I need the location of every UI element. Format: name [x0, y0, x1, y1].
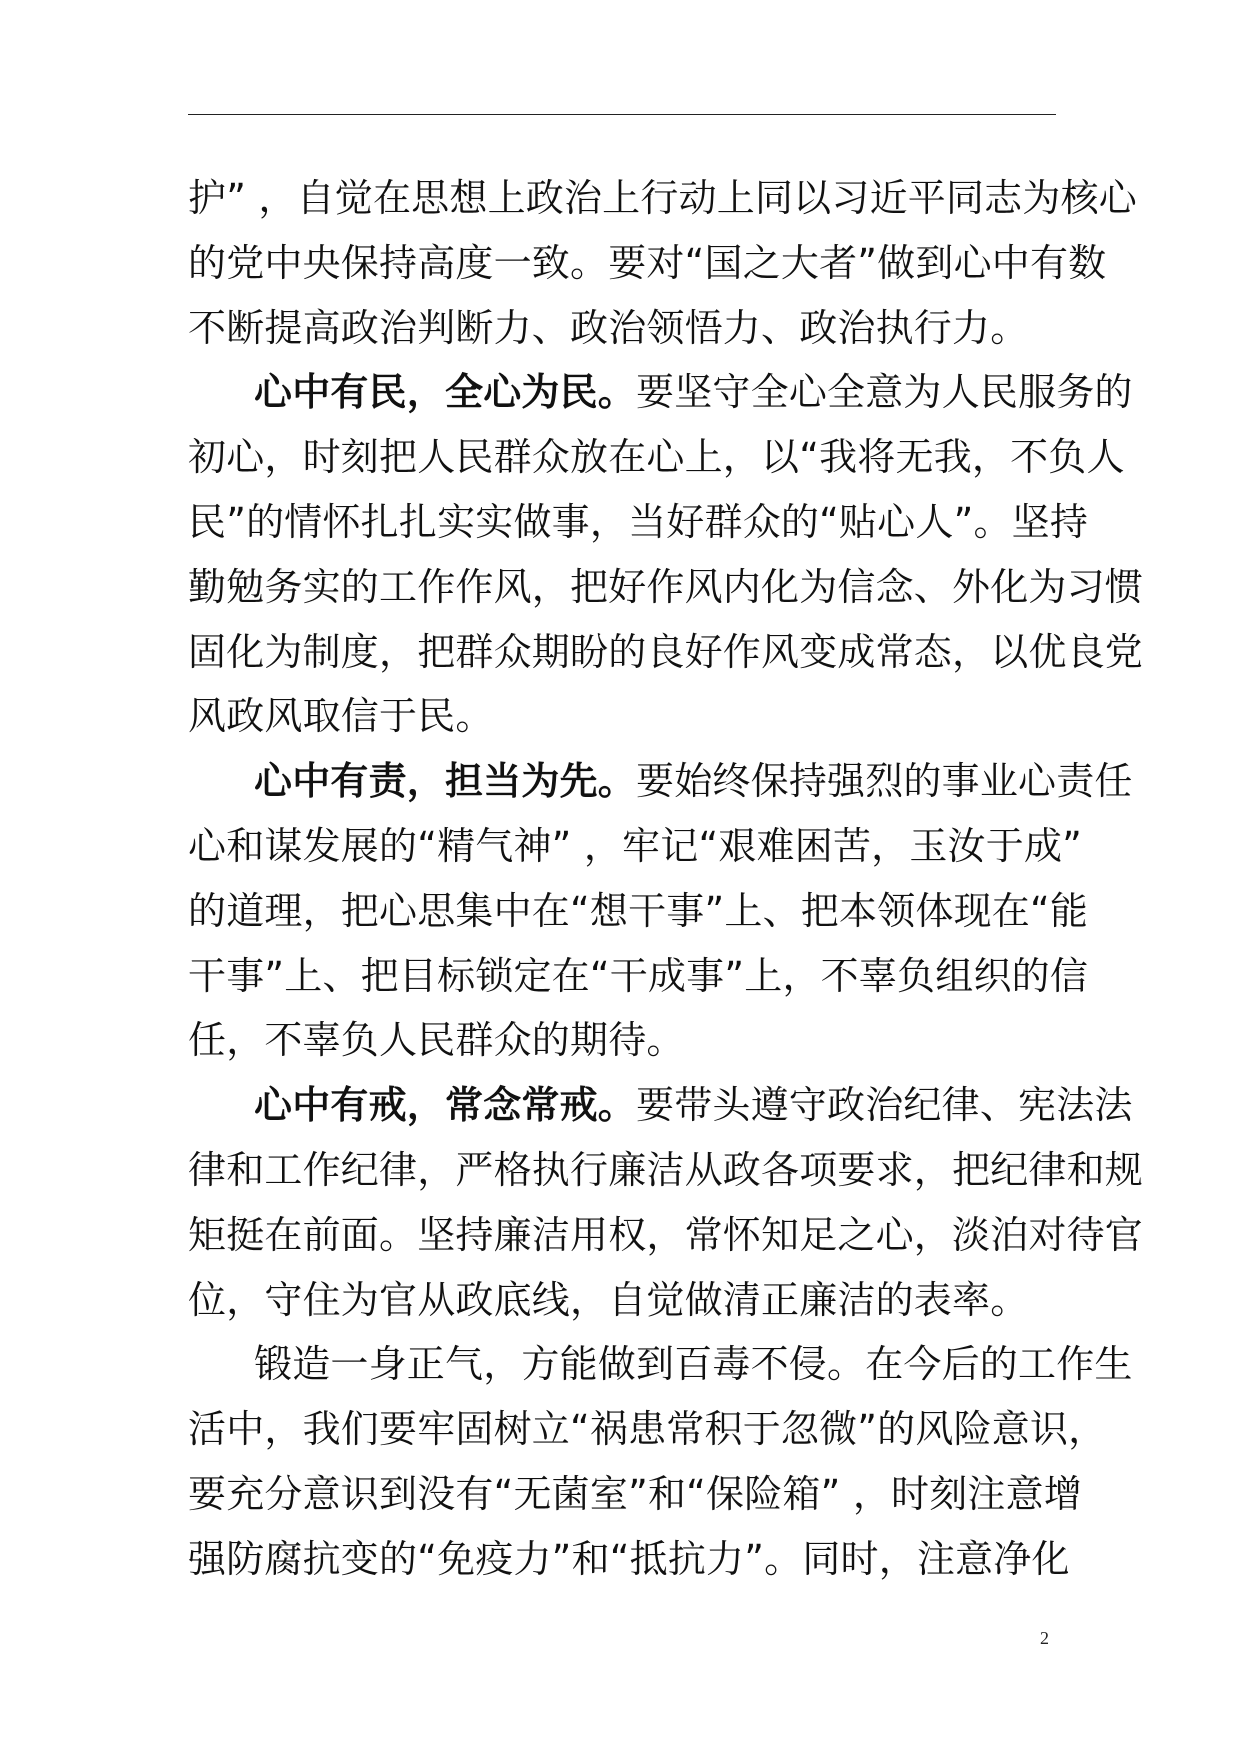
- section-intro: 要带头遵守政治纪律、宪法法: [636, 1083, 1133, 1128]
- body-text: [188, 166, 1144, 1592]
- text-line: 初心，时刻把人民群众放在心上，以“我将无我，不负人: [188, 435, 1125, 480]
- section-first-line: [188, 1073, 1133, 1138]
- text-line: 护” ，自觉在思想上政治上行动上同以习近平同志为核心: [188, 176, 1137, 220]
- text-line: 的道理，把心思集中在“想干事”上、把本领体现在“能: [188, 888, 1089, 933]
- header-rule: [188, 114, 1056, 115]
- section-heading: 心中有责，担当为先。: [254, 759, 637, 804]
- section-intro: 要始终保持强烈的事业心责任: [636, 759, 1133, 804]
- text-line: 任，不辜负人民群众的期待。: [188, 1018, 685, 1063]
- text-line: 矩挺在前面。坚持廉洁用权，常怀知足之心，淡泊对待官: [188, 1212, 1144, 1257]
- text-line: 心和谋发展的“精气神” ，牢记“艰难困苦，玉汝于成”: [188, 823, 1083, 868]
- text-line: 强防腐抗变的“免疫力”和“抵抗力”。同时，注意净化: [188, 1536, 1070, 1581]
- text-line: 固化为制度，把群众期盼的良好作风变成常态，以优良党: [188, 629, 1144, 674]
- text-line: 律和工作纪律，严格执行廉洁从政各项要求，把纪律和规: [188, 1147, 1144, 1192]
- text-line: 的党中央保持高度一致。要对“国之大者”做到心中有数: [188, 240, 1107, 285]
- section-intro: 要坚守全心全意为人民服务的: [636, 370, 1133, 415]
- text-line: 不断提高政治判断力、政治领悟力、政治执行力。: [188, 305, 1029, 350]
- page-number: 2: [1040, 1628, 1049, 1648]
- text-line: 风政风取信于民。: [188, 694, 494, 739]
- text-line: 位，守住为官从政底线，自觉做清正廉洁的表率。: [188, 1277, 1029, 1322]
- text-line: 要充分意识到没有“无菌室”和“保险箱” ，时刻注意增: [188, 1471, 1083, 1516]
- text-line: 勤勉务实的工作作风，把好作风内化为信念、外化为习惯: [188, 564, 1144, 609]
- text-line: 活中，我们要牢固树立“祸患常积于忽微”的风险意识，: [188, 1407, 1107, 1452]
- section-heading: 心中有戒，常念常戒。: [254, 1083, 637, 1128]
- closing-first-line: 锻造一身正气，方能做到百毒不侵。在今后的工作生: [254, 1342, 1133, 1387]
- text-line: 干事”上、把目标锁定在“干成事”上，不辜负组织的信: [188, 953, 1089, 998]
- section-first-line: [188, 360, 1133, 425]
- section-heading: 心中有民，全心为民。: [254, 370, 637, 415]
- section-first-line: [188, 749, 1133, 814]
- text-line: 民”的情怀扎扎实实做事，当好群众的“贴心人”。坚持: [188, 499, 1089, 544]
